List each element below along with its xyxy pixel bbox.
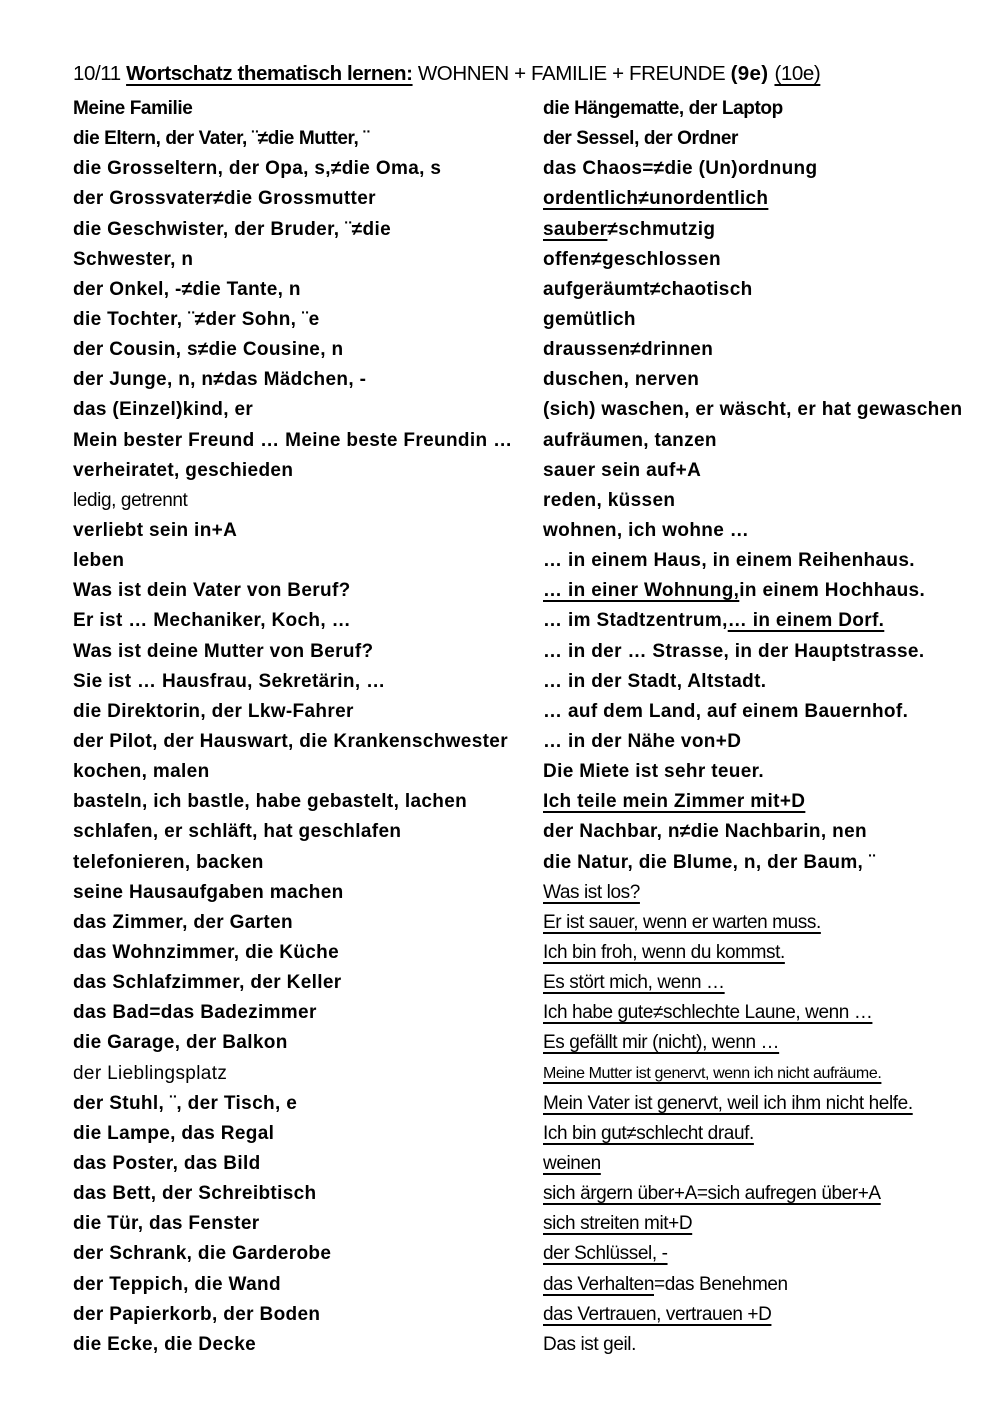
vocab-line — [543, 426, 983, 456]
vocab-line — [543, 305, 983, 335]
vocab-text: das Bad=das Badezimmer — [73, 1002, 317, 1024]
vocab-text: seine Hausaufgaben machen — [73, 881, 344, 903]
vocab-text: das Chaos=≠die (Un)ordnung — [543, 158, 818, 180]
vocab-text: die Tochter, ¨≠der Sohn, ¨e — [73, 309, 320, 331]
vocab-line — [73, 245, 535, 275]
vocab-text: Sie ist … Hausfrau, Sekretärin, … — [73, 670, 386, 692]
vocab-line — [73, 817, 535, 847]
vocab-text: der Cousin, s≠die Cousine, n — [73, 339, 344, 361]
vocab-line — [73, 727, 535, 757]
vocab-line — [543, 606, 983, 636]
vocab-text: das Bett, der Schreibtisch — [73, 1183, 317, 1205]
vocab-text: der Papierkorb, der Boden — [73, 1303, 321, 1325]
vocab-text: das Vertrauen, vertrauen +D — [543, 1303, 772, 1325]
vocab-line — [543, 817, 983, 847]
vocab-line — [73, 395, 535, 425]
title-text: (10e) — [774, 62, 821, 85]
vocab-line — [73, 998, 535, 1028]
vocab-text: Meine Mutter ist genervt, wenn ich nicht aufräume. — [543, 1064, 882, 1082]
vocab-line — [73, 516, 535, 546]
vocab-line — [73, 154, 535, 184]
vocab-line — [543, 1028, 983, 1058]
vocab-line — [73, 1269, 535, 1299]
vocab-text: … auf dem Land, auf einem Bauernhof. — [543, 700, 909, 722]
vocab-line — [543, 94, 983, 124]
vocab-line — [73, 637, 535, 667]
vocab-line — [73, 878, 535, 908]
vocab-line — [543, 275, 983, 305]
vocab-text: telefonieren, backen — [73, 851, 264, 873]
vocab-line — [543, 1119, 983, 1149]
vocab-line — [73, 1179, 535, 1209]
vocab-text: sich streiten mit+D — [543, 1213, 693, 1235]
vocab-line — [543, 486, 983, 516]
vocab-line — [73, 486, 535, 516]
vocab-text: der Junge, n, n≠das Mädchen, - — [73, 369, 367, 391]
vocab-text: =das Benehmen — [654, 1273, 788, 1295]
vocab-text: Was ist dein Vater von Beruf? — [73, 580, 351, 602]
vocab-line — [543, 154, 983, 184]
vocab-line — [543, 124, 983, 154]
vocab-line — [73, 546, 535, 576]
vocab-line — [543, 968, 983, 998]
vocab-line — [543, 215, 983, 245]
vocab-line — [73, 426, 535, 456]
vocab-text: Mein Vater ist genervt, weil ich ihm nicht helfe. — [543, 1092, 913, 1114]
vocab-line — [73, 365, 535, 395]
vocab-text: sauer sein auf+A — [543, 459, 702, 481]
vocab-line — [543, 727, 983, 757]
vocab-text: kochen, malen — [73, 761, 210, 783]
vocab-text: Meine Familie — [73, 98, 193, 120]
vocab-text: aufräumen, tanzen — [543, 429, 717, 451]
vocab-line — [73, 757, 535, 787]
vocab-line — [73, 184, 535, 214]
vocab-text: die Lampe, das Regal — [73, 1122, 275, 1144]
vocab-line — [73, 1119, 535, 1149]
vocab-text: ledig, getrennt — [73, 489, 188, 511]
vocab-line — [73, 1330, 535, 1360]
vocab-text: Was ist los? — [543, 881, 640, 903]
vocab-text: Ich habe gute≠schlechte Laune, wenn … — [543, 1002, 873, 1024]
vocab-line — [73, 606, 535, 636]
vocab-line — [543, 878, 983, 908]
vocab-line — [73, 215, 535, 245]
vocab-text: der Nachbar, n≠die Nachbarin, nen — [543, 821, 867, 843]
vocab-text: … in der Stadt, Altstadt. — [543, 670, 767, 692]
vocab-line — [543, 576, 983, 606]
vocab-text: das Poster, das Bild — [73, 1152, 261, 1174]
vocab-line — [73, 968, 535, 998]
vocab-text: verliebt sein in+A — [73, 520, 238, 542]
vocab-line — [73, 124, 535, 154]
vocab-text: aufgeräumt≠chaotisch — [543, 278, 753, 300]
vocab-line — [543, 456, 983, 486]
vocab-text: der Sessel, der Ordner — [543, 128, 739, 150]
vocab-text: die Ecke, die Decke — [73, 1333, 257, 1355]
vocab-line — [543, 1269, 983, 1299]
title-text: WOHNEN + FAMILIE + FREUNDE — [412, 62, 731, 85]
vocab-line — [73, 1149, 535, 1179]
vocab-text: der Teppich, die Wand — [73, 1273, 281, 1295]
vocab-text: Das ist geil. — [543, 1333, 637, 1355]
vocab-text: Ich bin gut≠schlecht drauf. — [543, 1122, 754, 1144]
vocab-text: duschen, nerven — [543, 369, 700, 391]
vocab-line — [73, 908, 535, 938]
vocab-text: Er ist … Mechaniker, Koch, … — [73, 610, 351, 632]
vocab-text: in einem Hochhaus. — [739, 580, 926, 602]
vocab-text: der Onkel, -≠die Tante, n — [73, 278, 301, 300]
vocab-text: leben — [73, 550, 125, 572]
vocab-text: basteln, ich bastle, habe gebastelt, lachen — [73, 791, 468, 813]
vocab-text: die Garage, der Balkon — [73, 1032, 288, 1054]
vocab-line — [73, 848, 535, 878]
vocab-text: sich ärgern über+A=sich aufregen über+A — [543, 1183, 881, 1205]
vocab-line — [543, 546, 983, 576]
vocab-column-right — [543, 94, 983, 1360]
vocab-line — [73, 305, 535, 335]
vocab-line — [543, 1209, 983, 1239]
vocab-text: sauber — [543, 218, 608, 240]
vocab-line — [543, 637, 983, 667]
vocab-line — [543, 395, 983, 425]
vocab-line — [73, 697, 535, 727]
vocab-line — [543, 516, 983, 546]
vocab-text: die Natur, die Blume, n, der Baum, ¨ — [543, 851, 876, 873]
vocab-line — [543, 998, 983, 1028]
vocab-text: … in der Nähe von+D — [543, 731, 742, 753]
vocab-text: Ich teile mein Zimmer mit+D — [543, 791, 806, 813]
vocab-text: Ich bin froh, wenn du kommst. — [543, 942, 785, 963]
title-text: Wortschatz thematisch lernen: — [126, 62, 413, 85]
vocab-text: der Schrank, die Garderobe — [73, 1243, 332, 1265]
vocab-text: reden, küssen — [543, 489, 676, 511]
vocab-text: der Pilot, der Hauswart, die Krankenschwester — [73, 731, 508, 753]
vocab-line — [73, 938, 535, 968]
vocab-text: Er ist sauer, wenn er warten muss. — [543, 911, 821, 933]
vocab-text: schlafen, er schläft, hat geschlafen — [73, 821, 402, 843]
vocab-text: der Schlüssel, - — [543, 1243, 668, 1265]
vocab-line — [73, 1028, 535, 1058]
vocab-text: verheiratet, geschieden — [73, 459, 294, 481]
vocab-line — [543, 757, 983, 787]
vocab-text: … in einem Haus, in einem Reihenhaus. — [543, 550, 915, 572]
vocab-text: … in einem Dorf. — [727, 610, 885, 632]
vocab-column-left — [73, 94, 535, 1360]
vocab-line — [73, 1089, 535, 1119]
vocab-line — [73, 787, 535, 817]
vocab-line — [543, 1149, 983, 1179]
vocab-line — [73, 667, 535, 697]
vocab-text: das Schlafzimmer, der Keller — [73, 972, 342, 994]
vocab-text: offen≠geschlossen — [543, 248, 721, 270]
vocab-text: wohnen, ich wohne … — [543, 520, 750, 542]
vocab-line — [73, 1300, 535, 1330]
vocab-text: die Eltern, der Vater, ¨≠die Mutter, ¨ — [73, 128, 370, 150]
vocab-text: der Stuhl, ¨, der Tisch, e — [73, 1092, 298, 1114]
vocab-text: Es gefällt mir (nicht), wenn … — [543, 1032, 780, 1054]
vocab-text: der Grossvater≠die Grossmutter — [73, 188, 376, 210]
vocab-line — [73, 1059, 535, 1089]
vocab-line — [543, 1059, 983, 1089]
vocab-text: Schwester, n — [73, 248, 194, 270]
vocab-text: das (Einzel)kind, er — [73, 399, 254, 421]
vocab-line — [73, 1239, 535, 1269]
vocab-line — [543, 787, 983, 817]
vocab-text: die Geschwister, der Bruder, ¨≠die — [73, 218, 391, 240]
vocab-line — [73, 576, 535, 606]
vocab-text: Es stört mich, wenn … — [543, 972, 725, 994]
vocab-text: … in einer Wohnung, — [543, 580, 740, 602]
vocab-text: weinen — [543, 1152, 601, 1174]
vocab-text: die Direktorin, der Lkw-Fahrer — [73, 700, 354, 722]
vocab-line — [543, 1330, 983, 1360]
vocab-text: die Hängematte, der Laptop — [543, 98, 783, 120]
vocab-text: die Grosseltern, der Opa, s,≠die Oma, s — [73, 158, 442, 180]
vocab-line — [543, 335, 983, 365]
vocab-text: Was ist deine Mutter von Beruf? — [73, 640, 374, 662]
vocab-line — [543, 1239, 983, 1269]
vocab-text: das Zimmer, der Garten — [73, 911, 293, 933]
vocab-line — [73, 456, 535, 486]
vocab-text: (sich) waschen, er wäscht, er hat gewaschen — [543, 399, 963, 421]
vocab-text: die Tür, das Fenster — [73, 1213, 260, 1235]
vocab-text: … im Stadtzentrum, — [543, 610, 728, 632]
vocab-text: Mein bester Freund … Meine beste Freundin … — [73, 429, 513, 451]
vocab-line — [543, 1089, 983, 1119]
vocab-line — [73, 335, 535, 365]
vocab-text: der Lieblingsplatz — [73, 1062, 228, 1084]
vocab-text: gemütlich — [543, 309, 636, 331]
vocab-line — [543, 908, 983, 938]
vocab-line — [543, 1179, 983, 1209]
vocab-text: ≠schmutzig — [607, 218, 716, 240]
vocab-text: das Verhalten — [543, 1273, 654, 1295]
vocab-line — [543, 1300, 983, 1330]
vocab-line — [543, 697, 983, 727]
vocab-text: Die Miete ist sehr teuer. — [543, 761, 764, 783]
vocab-line — [73, 94, 535, 124]
vocab-text: … in der … Strasse, in der Hauptstrasse. — [543, 640, 925, 662]
vocab-line — [73, 1209, 535, 1239]
vocab-line — [73, 275, 535, 305]
title-text: (9e) — [730, 62, 769, 85]
page-title — [73, 62, 820, 86]
vocab-line — [543, 365, 983, 395]
vocab-line — [543, 245, 983, 275]
vocab-line — [543, 184, 983, 214]
vocab-text: draussen≠drinnen — [543, 339, 714, 361]
vocab-line — [543, 848, 983, 878]
vocab-text: das Wohnzimmer, die Küche — [73, 942, 340, 963]
vocab-line — [543, 667, 983, 697]
vocab-line — [543, 938, 983, 968]
vocab-text: ordentlich≠unordentlich — [543, 188, 769, 210]
title-text: 10/11 — [73, 62, 127, 85]
